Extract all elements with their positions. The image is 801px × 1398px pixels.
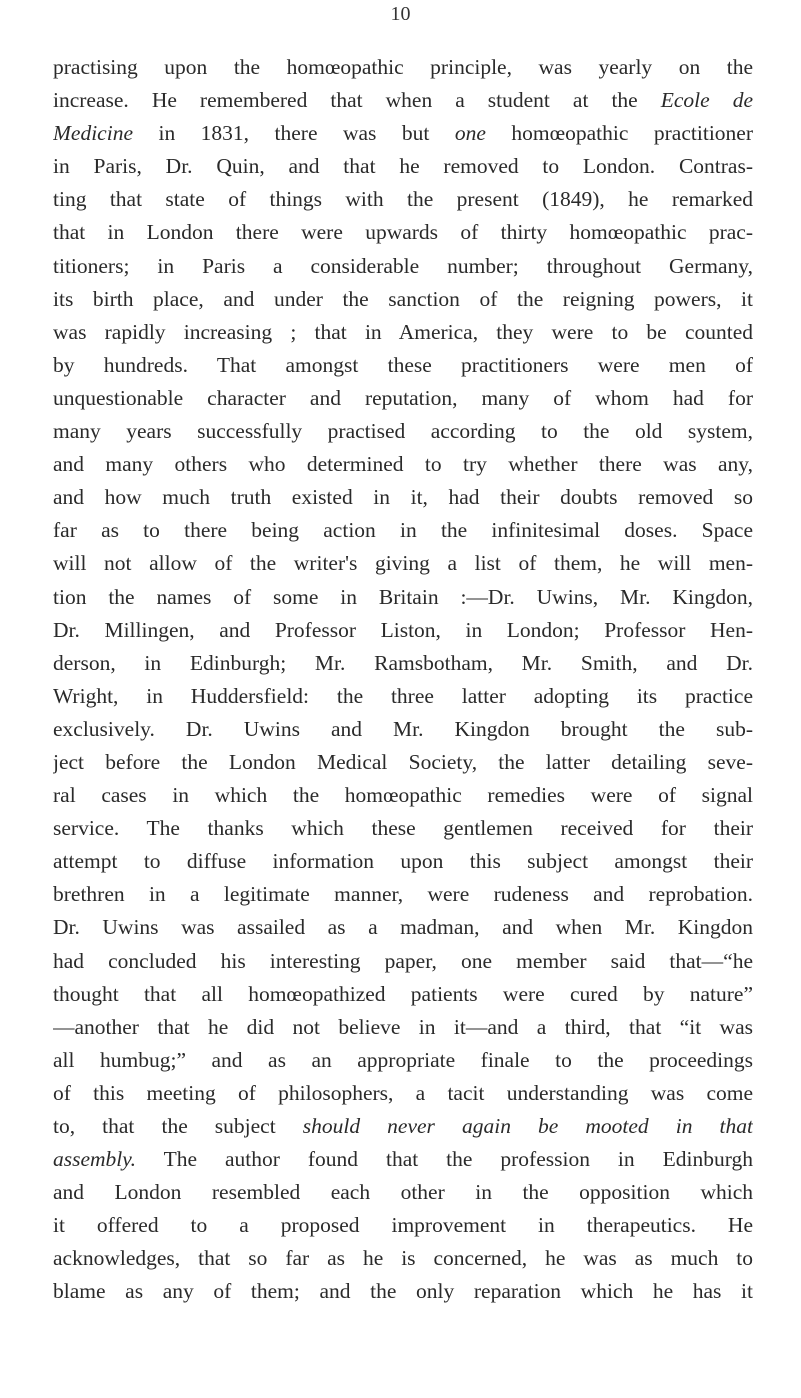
text-segment: derson, in Edinburgh; Mr. Ramsbotham, Mr. Smith, and Dr. [53,650,753,675]
text-line [53,415,753,448]
text-line [53,514,753,547]
text-line [53,1077,753,1110]
text-line [53,945,753,978]
text-line [53,911,753,944]
text-line [53,316,753,349]
text-segment: thought that all homœopathized patients were cured by nature” [53,981,753,1006]
italic-segment: Medicine [53,121,133,146]
text-line [53,1044,753,1077]
text-line [53,1110,753,1143]
text-line [53,1011,753,1044]
text-line [53,183,753,216]
text-line [53,481,753,514]
text-line [53,647,753,680]
text-segment: to, that the subject [53,1114,303,1138]
text-line [53,812,753,845]
text-segment: and many others who determined to try whether there was any, [53,452,753,477]
text-line [53,448,753,481]
text-line [53,84,753,117]
text-line [53,746,753,779]
text-segment: service. The thanks which these gentlemen received for their [53,816,753,841]
text-segment: The author found that the profession in Edinburgh [136,1147,753,1172]
text-line [53,216,753,249]
text-segment: will not allow of the writer's giving a list of them, he will men- [53,551,753,576]
text-line [53,680,753,713]
text-segment: homœopathic practitioner [485,121,753,146]
italic-segment: Ecole de [660,88,753,113]
text-line [53,845,753,878]
text-segment: —another that he did not believe in it—and a third, that “it was [53,1014,753,1039]
text-line [53,713,753,746]
text-segment: brethren in a legitimate manner, were rudeness and reprobation. [53,882,753,907]
text-segment: that in London there were upwards of thirty homœopathic prac- [53,220,753,245]
text-line [53,779,753,812]
text-segment: its birth place, and under the sanction of the reigning powers, it [53,286,753,311]
body-paragraph [53,51,753,1309]
text-segment: in 1831, there was but [133,121,455,146]
text-segment: acknowledges, that so far as he is concerned, he was as much to [53,1246,753,1271]
text-line [53,547,753,580]
text-line [53,878,753,911]
italic-segment: one [454,121,486,146]
text-segment: was rapidly increasing ; that in America, they were to be counted [53,319,753,344]
text-segment: tion the names of some in Britain :—Dr. Uwins, Mr. Kingdon, [53,584,753,609]
text-segment: in Paris, Dr. Quin, and that he removed to London. Contras- [53,154,753,179]
text-segment: increase. He remembered that when a student at the [53,88,661,113]
text-line [53,1209,753,1242]
text-segment: Dr. Uwins was assailed as a madman, and when Mr. Kingdon [53,915,753,940]
text-segment: and how much truth existed in it, had their doubts removed so [53,485,753,510]
text-segment: all humbug;” and as an appropriate finale to the proceedings [53,1047,753,1072]
text-segment: ject before the London Medical Society, the latter detailing seve- [53,749,753,774]
text-line [53,581,753,614]
text-segment: ral cases in which the homœopathic remedies were of signal [53,783,753,808]
text-segment: and London resembled each other in the opposition which [53,1180,753,1205]
text-segment: far as to there being action in the infinitesimal doses. Space [53,518,753,543]
text-line [53,150,753,183]
text-segment: unquestionable character and reputation, many of whom had for [53,385,753,410]
text-segment: titioners; in Paris a considerable number; throughout Germany, [53,253,753,278]
text-line [53,283,753,316]
text-line [53,978,753,1011]
text-segment: many years successfully practised according to the old system, [53,419,753,444]
text-line [53,1275,753,1308]
text-line [53,1143,753,1176]
text-line [53,1176,753,1209]
text-segment: practising upon the homœopathic principle, was yearly on the [53,55,753,79]
text-line [53,349,753,382]
text-segment: by hundreds. That amongst these practitioners were men of [53,352,753,377]
text-line [53,51,753,84]
text-line [53,250,753,283]
text-line [53,614,753,647]
text-line [53,1242,753,1275]
text-segment: Wright, in Huddersfield: the three latter adopting its practice [53,683,753,708]
text-line [53,117,753,150]
text-segment: it offered to a proposed improvement in therapeutics. He [53,1213,753,1238]
italic-segment: should never again be mooted in that [302,1114,753,1138]
text-line [53,382,753,415]
page-number: 10 [390,3,411,25]
text-segment: exclusively. Dr. Uwins and Mr. Kingdon brought the sub- [53,716,753,741]
italic-segment: assembly. [53,1147,137,1172]
text-segment: Dr. Millingen, and Professor Liston, in London; Professor Hen- [53,617,753,642]
text-segment: had concluded his interesting paper, one member said that—“he [53,948,753,973]
text-segment: of this meeting of philosophers, a tacit understanding was come [53,1080,753,1105]
text-segment: ting that state of things with the present (1849), he remarked [53,187,753,212]
text-segment: blame as any of them; and the only reparation which he has it [53,1279,753,1304]
text-segment: attempt to diffuse information upon this subject amongst their [53,849,753,874]
